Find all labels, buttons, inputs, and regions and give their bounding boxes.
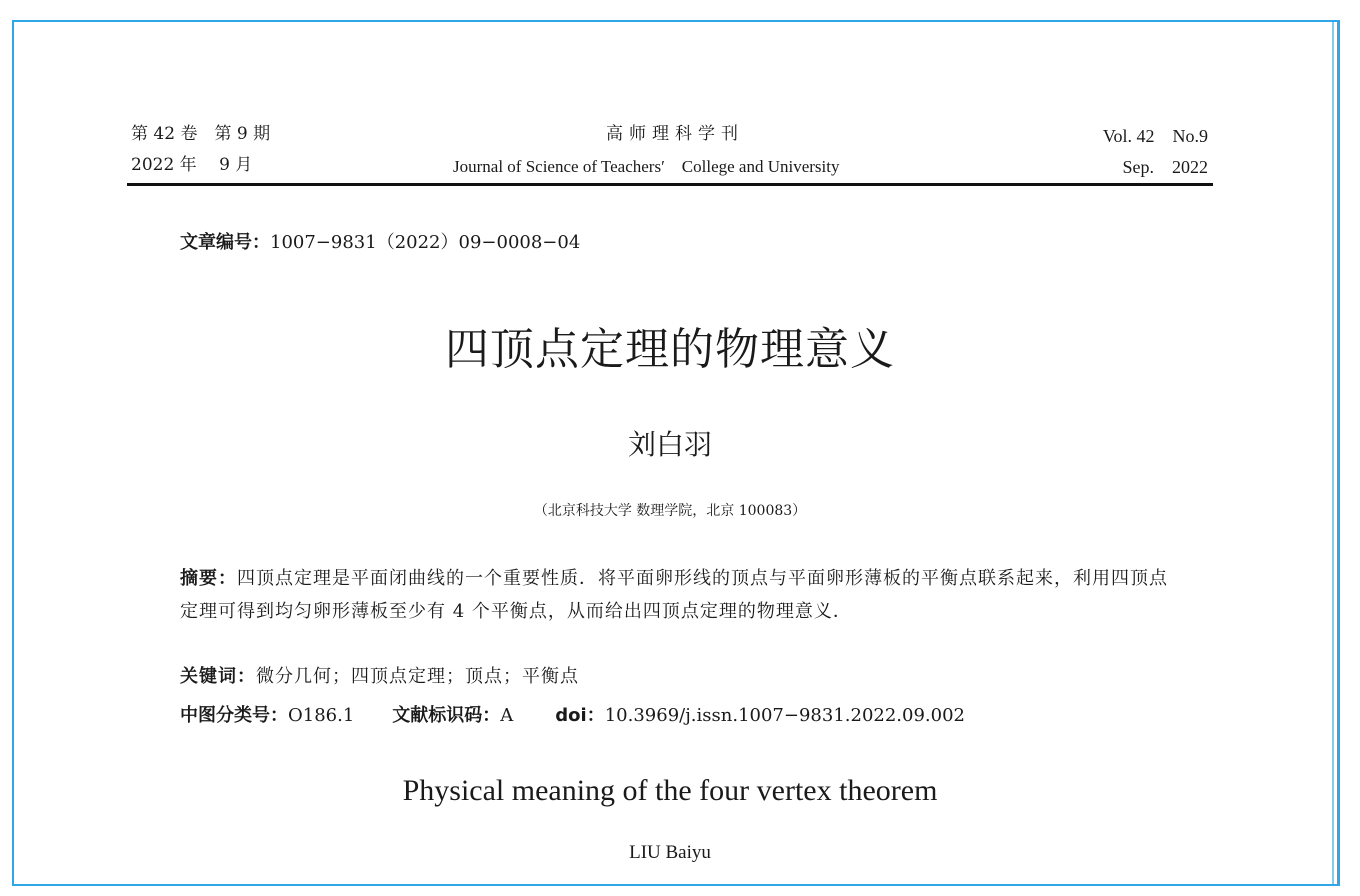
abstract	[180, 562, 1170, 628]
keywords-text: 微分几何；四顶点定理；顶点；平衡点	[256, 666, 579, 687]
author-cn: 刘白羽	[627, 428, 712, 461]
header-volume-en: Vol. 42 No.9	[1102, 126, 1208, 146]
header-journal-en: Journal of Science of Teachers′ College and University	[453, 157, 840, 176]
article-number-value: 1007−9831（2022）09−0008−04	[270, 232, 581, 253]
title-cn: 四顶点定理的物理意义	[445, 324, 895, 375]
header-volume-cn: 第 42 卷 第 9 期	[131, 124, 271, 144]
article-number	[180, 228, 580, 254]
keywords-label: 关键词：	[180, 666, 256, 687]
doi	[555, 701, 965, 727]
document-code	[392, 701, 513, 727]
header-date-cn: 2022 年 9 月	[131, 155, 253, 175]
abstract-text: 四顶点定理是平面闭曲线的一个重要性质．将平面卵形线的顶点与平面卵形薄板的平衡点联系起来，利用四顶点定理可得到均匀卵形薄板至少有 4 个平衡点，从而给出四顶点定理的物理意义．	[180, 568, 1168, 622]
doi-label: doi：	[555, 705, 605, 726]
title-en: Physical meaning of the four vertex theorem	[402, 774, 938, 807]
document-code-label: 文献标识码：	[392, 705, 501, 726]
author-en: LIU Baiyu	[629, 842, 711, 863]
clc-code	[180, 701, 354, 727]
clc-value: O186.1	[288, 705, 355, 726]
header-date-en: Sep. 2022	[1122, 157, 1208, 177]
clc-label: 中图分类号：	[180, 705, 288, 726]
article-number-label: 文章编号：	[180, 232, 270, 253]
affiliation: （北京科技大学 数理学院，北京 100083）	[533, 503, 807, 519]
header-journal-cn: 高师理科学刊	[606, 124, 744, 144]
header-rule	[127, 183, 1213, 186]
document-code-value: A	[500, 705, 514, 726]
keywords	[180, 662, 579, 688]
doi-value: 10.3969/j.issn.1007−9831.2022.09.002	[604, 705, 965, 726]
classification-line	[180, 701, 965, 727]
abstract-label: 摘要：	[180, 568, 237, 589]
